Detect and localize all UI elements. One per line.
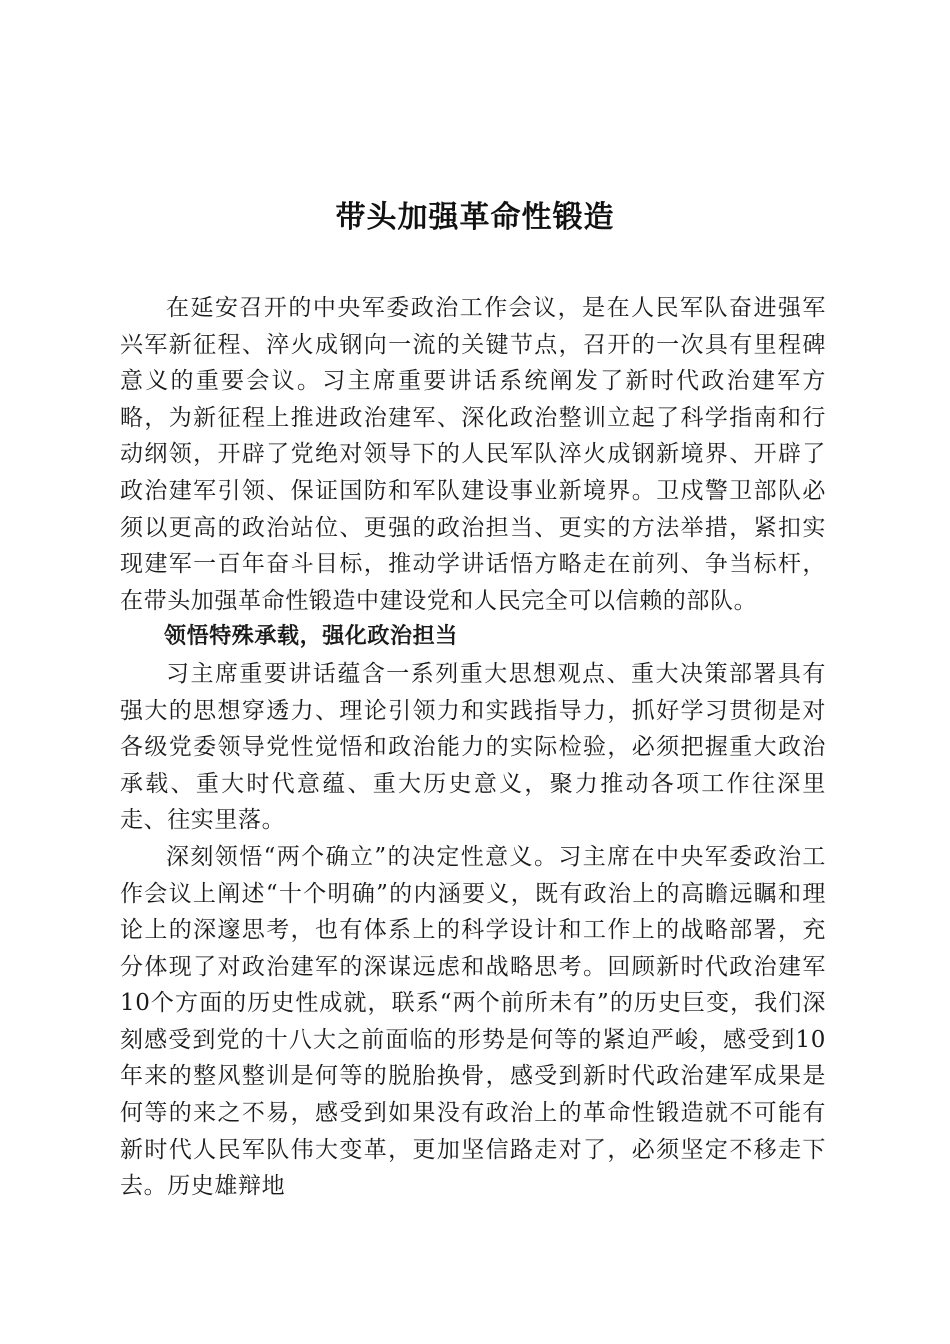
section-heading: 领悟特殊承载，强化政治担当 bbox=[164, 624, 458, 650]
document-body bbox=[120, 290, 826, 1205]
section-paragraph-2: 深刻领悟“两个确立”的决定性意义。习主席在中央军委政治工作会议上阐述“十个明确”的内涵要义，既有政治上的高瞻远瞩和理论上的深邃思考，也有体系上的科学设计和工作上的战略部署，充分体现了对政治建军的深谋远虑和战略思考。回顾新时代政治建军10个方面的历史性成就，联系“两个前所未有”的历史巨变，我们深刻感受到党的十八大之前面临的形势是何等的紧迫严峻，感受到10年来的整风整训是何等的脱胎换骨，感受到新时代政治建军成果是何等的来之不易，感受到如果没有政治上的革命性锻造就不可能有新时代人民军队伟大变革，更加坚信路走对了，必须坚定不移走下去。历史雄辩地 bbox=[120, 843, 826, 1200]
document-title: 带头加强革命性锻造 bbox=[335, 200, 615, 235]
section-paragraph-1: 习主席重要讲话蕴含一系列重大思想观点、重大决策部署具有强大的思想穿透力、理论引领力和实践指导力，抓好学习贯彻是对各级党委领导党性觉悟和政治能力的实际检验，必须把握重大政治承载、重大时代意蕴、重大历史意义，聚力推动各项工作往深里走、往实里落。 bbox=[120, 660, 826, 834]
intro-paragraph: 在延安召开的中央军委政治工作会议，是在人民军队奋进强军兴军新征程、淬火成钢向一流的关键节点，召开的一次具有里程碑意义的重要会议。习主席重要讲话系统阐发了新时代政治建军方略，为新征程上推进政治建军、深化政治整训立起了科学指南和行动纲领，开辟了党绝对领导下的人民军队淬火成钢新境界、开辟了政治建军引领、保证国防和军队建设事业新境界。卫戍警卫部队必须以更高的政治站位、更强的政治担当、更实的方法举措，紧扣实现建军一百年奋斗目标，推动学讲话悟方略走在前列、争当标杆，在带头加强革命性锻造中建设党和人民完全可以信赖的部队。 bbox=[120, 295, 826, 614]
